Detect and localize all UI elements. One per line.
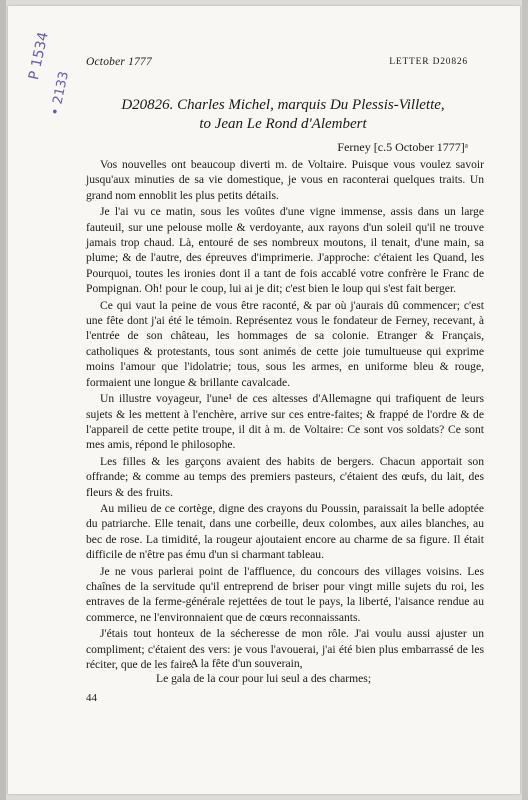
page-number: 44 [86,692,97,704]
letter-body [86,157,484,673]
verse-line: A la fête d'un souverain, [190,657,303,670]
verse-block [156,656,371,687]
paragraph: J'étais tout honteux de la sécheresse de mon rôle. J'ai voulu aussi ajuster un compliment; c'étaient des vers: je vous l'avouerai, j'ai été bien plus embarrassé de les réciter, que de les faire. [86,627,484,671]
scan-edge-right [522,0,528,800]
scan-edge-left [0,0,6,800]
paragraph: Un illustre voyageur, l'une¹ de ces altesses d'Allemagne qui trafiquent de leurs sujets & les mettent à l'enchère, arrive sur ces entre-faites; & frappé de l'ordre & de l'appareil de cette petite troupe, il dit à m. de Voltaire: Ce sont vos soldats? Ce sont mes amis, répond le philosophe. [86,392,484,452]
handwritten-annotation: P 1534 [26,30,52,82]
paragraph: Les filles & les garçons avaient des habits de bergers. Chacun apportait son offrande; & comme au temps des premiers pasteurs, c'étaient des œufs, du lait, des fleurs & des fruits. [86,454,484,499]
paragraph: Je ne vous parlerai point de l'affluence, du concours des villages voisins. Les chaînes de la servitude qu'il entreprend de briser pour vingt mille sujets du roi, les entraves de la ferme-générale rejettées de tout le pays, la liberté, l'aisance rendue au commerce, ne l'environnaient que de cœurs reconnaissants. [86,564,484,624]
handwritten-annotation-2: • 2133 [48,70,73,118]
book-page [8,6,520,794]
paragraph: Je l'ai vu ce matin, sous les voûtes d'une vigne immense, assis dans un large fauteuil, sur une pelouse molle & verdoyante, aux rayons d'un soleil qu'il ne trouve jamais trop chaud. Là, entouré de ses nombreux moutons, il tenait, d'une main, sa plume; & de l'autre, des épreuves d'imprimerie. J'approche: c'étaient les Quand, les Pourquoi, toutes les ironies dont il a tant de fois accablé votre confrère le Franc de Pompignan. Oh! pour le coup, lui ai je dit; c'est bien le loup qui s'est fait berger. [86,205,484,296]
paragraph: Au milieu de ce cortège, digne des crayons du Poussin, paraissait la belle adoptée du patriarche. Elle tenait, dans une corbeille, deux colombes, aux ailes blanches, au bec de rose. La timidité, la rougeur ajoutaient encore au charme de sa figure. Il était difficile de n'être pas ému d'un si charmant tableau. [86,501,484,562]
running-header-date: October 1777 [86,56,152,68]
letter-title-line-2: to Jean Le Rond d'Alembert [199,116,367,132]
paragraph: Ce qui vaut la peine de vous être raconté, & par où j'aurais dû commencer; c'est une fête dont j'ai été le témoin. Représentez vous le fondateur de Ferney, recevant, à l'entrée de son château, les hommages de sa colonie. Etranger & Français, catholiques & protestants, tous sont animés de cette joie tumultueuse qui exprime moins l'amour que l'idolatrie; tous, sous les armes, en uniforme bleu & rouge, formaient une longue & brillante cavalcade. [86,298,484,389]
letter-title [68,96,498,134]
verse-line: Le gala de la cour pour lui seul a des charmes; [156,672,372,686]
letter-title-line-1: D20826. Charles Michel, marquis Du Plessis-Villette, [121,97,445,113]
dateline: Ferney [c.5 October 1777]ᵃ [337,140,468,154]
paragraph: Vos nouvelles ont beaucoup diverti m. de Voltaire. Puisque vous voulez savoir jusqu'aux minuties de sa vie domestique, je vous en raconterai quelques traits. Un grand nom ennoblit les plus petits détails. [86,158,484,202]
running-header-letter: LETTER D20826 [389,57,468,67]
